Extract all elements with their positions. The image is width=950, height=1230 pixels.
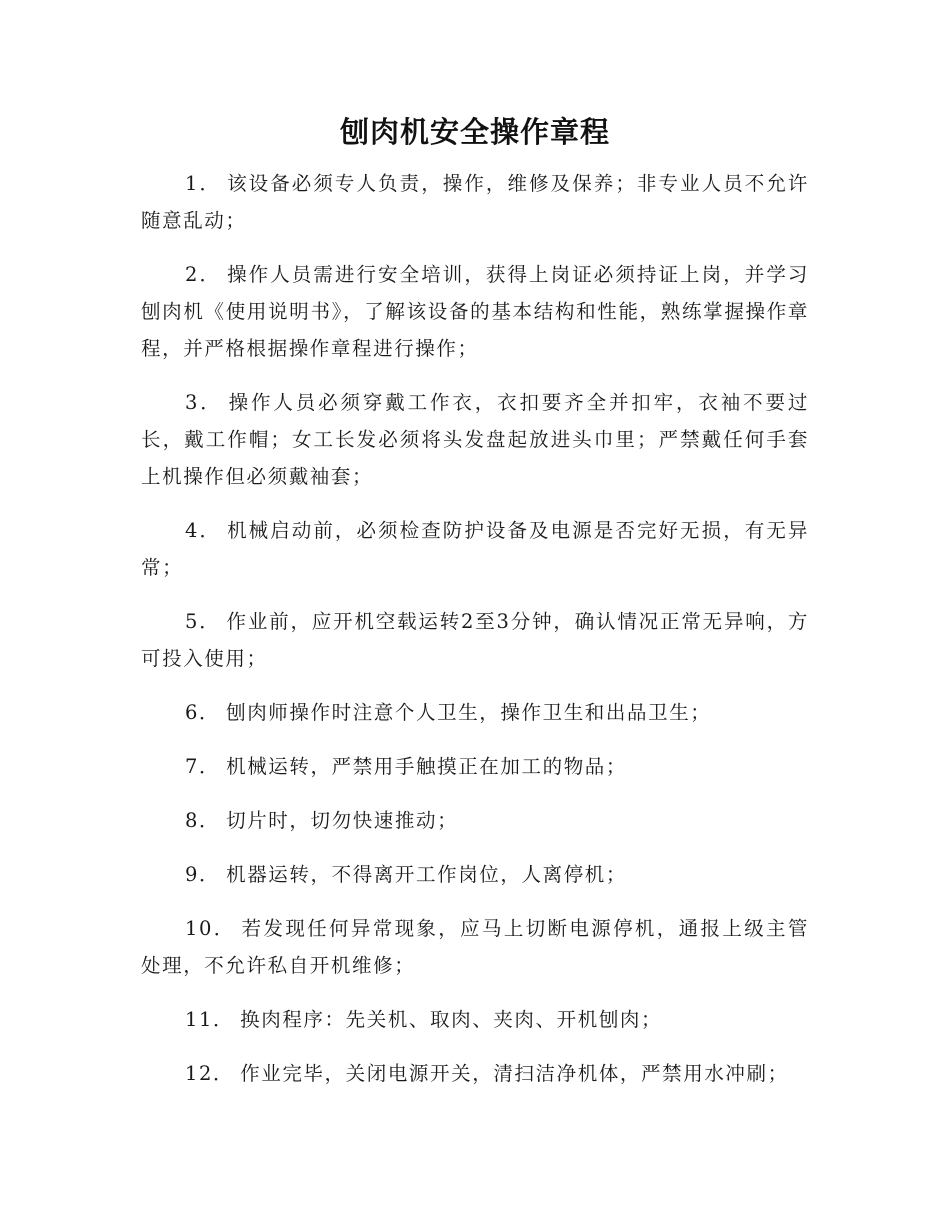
clause-7	[141, 748, 809, 785]
clause-12	[141, 1055, 809, 1092]
clause-text: 操作人员需进行安全培训，获得上岗证必须持证上岗，并学习刨肉机《使用说明书》，了解该设备的基本结构和性能，熟练掌握操作章程，并严格根据操作章程进行操作；	[141, 263, 810, 360]
clause-8	[141, 802, 809, 839]
clause-10	[141, 910, 809, 984]
clause-text: 刨肉师操作时注意个人卫生，操作卫生和出品卫生；	[226, 701, 712, 724]
clause-text: 若发现任何异常现象，应马上切断电源停机，通报上级主管处理，不允许私自开机维修；	[141, 917, 809, 977]
clause-number: 12．	[185, 1062, 235, 1085]
clause-list	[141, 165, 809, 1109]
clause-text: 切片时，切勿快速推动；	[226, 809, 459, 832]
clause-number: 2．	[185, 263, 222, 286]
clause-6	[141, 694, 809, 731]
clause-text: 机器运转，不得离开工作岗位，人离停机；	[226, 863, 628, 886]
clause-number: 11．	[185, 1008, 235, 1031]
clause-text: 机械启动前，必须检查防护设备及电源是否完好无损，有无异常；	[141, 519, 810, 579]
clause-number: 8．	[185, 809, 221, 832]
clause-number: 4．	[185, 519, 222, 542]
clause-number: 7．	[185, 755, 221, 778]
clause-4	[141, 512, 809, 586]
clause-number: 3．	[185, 391, 223, 414]
clause-5	[141, 603, 809, 677]
clause-text: 操作人员必须穿戴工作衣，衣扣要齐全并扣牢，衣袖不要过长，戴工作帽；女工长发必须将头发盘起放进头巾里；严禁戴任何手套上机操作但必须戴袖套；	[141, 391, 809, 488]
clause-text: 换肉程序：先关机、取肉、夹肉、开机刨肉；	[240, 1008, 663, 1031]
clause-text: 该设备必须专人负责，操作，维修及保养；非专业人员不允许随意乱动；	[141, 172, 810, 232]
clause-1	[141, 165, 809, 239]
clause-number: 10．	[185, 917, 236, 940]
clause-number: 1．	[185, 172, 222, 195]
clause-2	[141, 256, 809, 367]
page-title: 刨肉机安全操作章程	[339, 115, 610, 149]
clause-3	[141, 384, 809, 495]
clause-number: 9．	[185, 863, 221, 886]
clause-number: 5．	[185, 610, 221, 633]
clause-number: 6．	[185, 701, 221, 724]
clause-9	[141, 856, 809, 893]
clause-text: 机械运转，严禁用手触摸正在加工的物品；	[226, 755, 628, 778]
clause-11	[141, 1001, 809, 1038]
clause-text: 作业完毕，关闭电源开关，清扫洁净机体，严禁用水冲刷；	[240, 1062, 789, 1085]
clause-text: 作业前，应开机空载运转2至3分钟，确认情况正常无异响，方可投入使用；	[141, 610, 809, 670]
